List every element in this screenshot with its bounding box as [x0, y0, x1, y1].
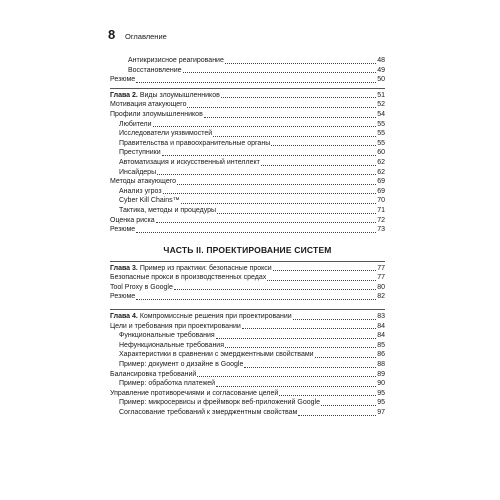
toc-entry-title: Безопасные прокси в производственных средах [110, 274, 267, 282]
toc-entry-page: 86 [377, 351, 385, 359]
toc-entry-title: Нефункциональные требования [119, 341, 225, 349]
leader-dots [217, 213, 376, 214]
toc-entry-page: 89 [377, 370, 385, 378]
toc-entry[interactable] [110, 322, 385, 332]
toc-chapter-entry[interactable] [110, 264, 385, 274]
toc-entry[interactable] [110, 139, 385, 149]
toc-entry-page: 55 [377, 130, 385, 138]
toc-entry-title: Пример: документ о дизайне в Google [119, 361, 244, 369]
toc-entry[interactable] [110, 398, 385, 408]
toc-entry-page: 77 [377, 274, 385, 282]
table-of-contents [110, 56, 385, 418]
leader-dots [174, 289, 376, 290]
toc-entry[interactable] [110, 341, 385, 351]
leader-dots [321, 405, 376, 406]
leader-dots [244, 367, 376, 368]
toc-entry-page: 51 [377, 91, 385, 99]
leader-dots [261, 165, 376, 166]
toc-entry-title: Cyber Kill Chains™ [119, 197, 180, 205]
leader-dots [162, 155, 377, 156]
toc-entry-title: Управление противоречиями и согласование целей [110, 389, 279, 397]
leader-dots [267, 280, 376, 281]
toc-entry-title: Восстановление [128, 66, 182, 74]
leader-dots [136, 232, 376, 233]
toc-entry[interactable] [110, 158, 385, 168]
toc-entry[interactable] [110, 196, 385, 206]
chapter-divider [110, 309, 385, 310]
toc-entry[interactable] [110, 408, 385, 418]
toc-entry-page: 95 [377, 389, 385, 397]
toc-entry-page: 70 [377, 197, 385, 205]
leader-dots [242, 328, 376, 329]
toc-entry-page: 88 [377, 361, 385, 369]
part-title: ЧАСТЬ II. ПРОЕКТИРОВАНИЕ СИСТЕМ [163, 244, 332, 255]
toc-entry-title: Профили злоумышленников [110, 110, 203, 118]
toc-entry-title: Оценка риска [110, 216, 155, 224]
chapter-divider [110, 261, 385, 262]
toc-entry[interactable] [110, 216, 385, 226]
toc-entry-page: 54 [377, 110, 385, 118]
leader-dots [136, 82, 376, 83]
leader-dots [136, 299, 376, 300]
toc-entry-title: Методы атакующего [110, 178, 177, 186]
toc-entry-title: Балансировка требований [110, 370, 197, 378]
toc-entry[interactable] [110, 187, 385, 197]
toc-entry-page: 95 [377, 399, 385, 407]
toc-entry-title: Согласование требований к эмерджентным свойствам [119, 409, 298, 416]
toc-entry-page: 62 [377, 168, 385, 176]
running-title: Оглавление [125, 32, 167, 41]
leader-dots [271, 145, 376, 146]
toc-entry[interactable] [110, 56, 385, 66]
leader-dots [177, 184, 376, 185]
toc-entry-title: Правительства и правоохранительные органы [119, 139, 271, 147]
toc-entry-page: 69 [377, 187, 385, 195]
leader-dots [204, 117, 376, 118]
toc-entry[interactable] [110, 120, 385, 130]
toc-entry-page: 62 [377, 158, 385, 166]
leader-dots [225, 347, 376, 348]
toc-entry-title: Анализ угроз [119, 187, 162, 195]
toc-entry[interactable] [110, 389, 385, 399]
leader-dots [157, 174, 376, 175]
toc-entry[interactable] [110, 350, 385, 360]
toc-entry[interactable] [110, 100, 385, 110]
toc-entry-page: 84 [377, 332, 385, 340]
toc-entry-page: 60 [377, 149, 385, 157]
toc-entry[interactable] [110, 177, 385, 187]
toc-chapter-entry[interactable] [110, 91, 385, 101]
toc-entry[interactable] [110, 360, 385, 370]
toc-entry-page: 49 [377, 66, 385, 74]
chapter-divider [110, 88, 385, 89]
toc-entry-title: Функциональные требования [119, 332, 215, 340]
leader-dots [293, 319, 376, 320]
toc-entry[interactable] [110, 379, 385, 389]
toc-entry-title: Tool Proxy в Google [110, 283, 173, 291]
leader-dots [163, 193, 377, 194]
leader-dots [156, 222, 377, 223]
toc-entry-page: 50 [377, 76, 385, 84]
toc-entry-page: 84 [377, 322, 385, 330]
toc-entry-page: 72 [377, 216, 385, 224]
toc-entry[interactable] [110, 273, 385, 283]
toc-entry-title: Инсайдеры [119, 168, 157, 176]
toc-entry-page: 97 [377, 409, 385, 416]
toc-entry-title: Пример из практики: безопасные прокси [139, 264, 272, 272]
chapter-number: Глава 4. [110, 313, 138, 321]
toc-entry[interactable] [110, 148, 385, 158]
toc-entry-title: Резюме [110, 226, 136, 234]
toc-entry-page: 85 [377, 341, 385, 349]
toc-entry-title: Автоматизация и искусственный интеллект [119, 158, 260, 166]
leader-dots [225, 63, 376, 64]
toc-entry[interactable] [110, 331, 385, 341]
toc-entry-title: Тактика, методы и процедуры [119, 206, 217, 214]
toc-entry[interactable] [110, 75, 385, 85]
toc-entry[interactable] [110, 225, 385, 235]
leader-dots [183, 72, 377, 73]
toc-entry-title: Компромиссные решения при проектировании [139, 313, 292, 321]
toc-entry-page: 83 [377, 313, 385, 321]
leader-dots [153, 126, 377, 127]
toc-entry[interactable] [110, 168, 385, 178]
toc-entry-title: Любители [119, 120, 152, 128]
toc-entry-page: 69 [377, 178, 385, 186]
toc-entry-page: 55 [377, 120, 385, 128]
toc-entry-title: Антикризисное реагирование [128, 57, 224, 64]
toc-entry-page: 52 [377, 101, 385, 109]
toc-entry-page: 73 [377, 226, 385, 234]
leader-dots [273, 270, 377, 271]
toc-entry[interactable] [110, 110, 385, 120]
page-header [108, 27, 167, 42]
toc-entry[interactable] [110, 283, 385, 293]
toc-entry-page: 77 [377, 264, 385, 272]
toc-entry-page: 55 [377, 139, 385, 147]
leader-dots [187, 107, 376, 108]
leader-dots [181, 203, 377, 204]
toc-entry[interactable] [110, 66, 385, 76]
leader-dots [279, 395, 376, 396]
page-number: 8 [108, 27, 116, 42]
toc-entry[interactable] [110, 292, 385, 302]
toc-entry-page: 90 [377, 380, 385, 388]
toc-entry-title: Пример: микросервисы и фреймворк веб-приложений Google [119, 399, 320, 407]
toc-entry[interactable] [110, 370, 385, 380]
toc-entry-title: Резюме [110, 76, 136, 84]
toc-entry[interactable] [110, 129, 385, 139]
leader-dots [197, 376, 376, 377]
toc-entry-title: Виды злоумышленников [139, 91, 220, 99]
toc-entry-title: Исследователи уязвимостей [119, 130, 213, 138]
toc-entry-page: 82 [377, 293, 385, 301]
toc-entry-title: Мотивация атакующего [110, 101, 187, 109]
leader-dots [221, 97, 376, 98]
toc-entry-title: Пример: обработка платежей [119, 380, 216, 388]
toc-entry-title: Цели и требования при проектировании [110, 322, 241, 330]
toc-chapter-entry[interactable] [110, 312, 385, 322]
leader-dots [216, 338, 377, 339]
toc-entry-title: Резюме [110, 293, 136, 301]
toc-entry-page: 80 [377, 283, 385, 291]
toc-entry-title: Характеристики в сравнении с эмерджентными свойствами [119, 351, 314, 359]
toc-entry-page: 71 [377, 206, 385, 214]
toc-entry-page: 48 [377, 57, 385, 64]
chapter-number: Глава 3. [110, 264, 138, 272]
leader-dots [213, 136, 376, 137]
leader-dots [216, 386, 376, 387]
toc-entry-title: Преступники [119, 149, 161, 157]
leader-dots [298, 415, 376, 416]
leader-dots [315, 357, 377, 358]
toc-entry[interactable] [110, 206, 385, 216]
chapter-number: Глава 2. [110, 91, 138, 99]
